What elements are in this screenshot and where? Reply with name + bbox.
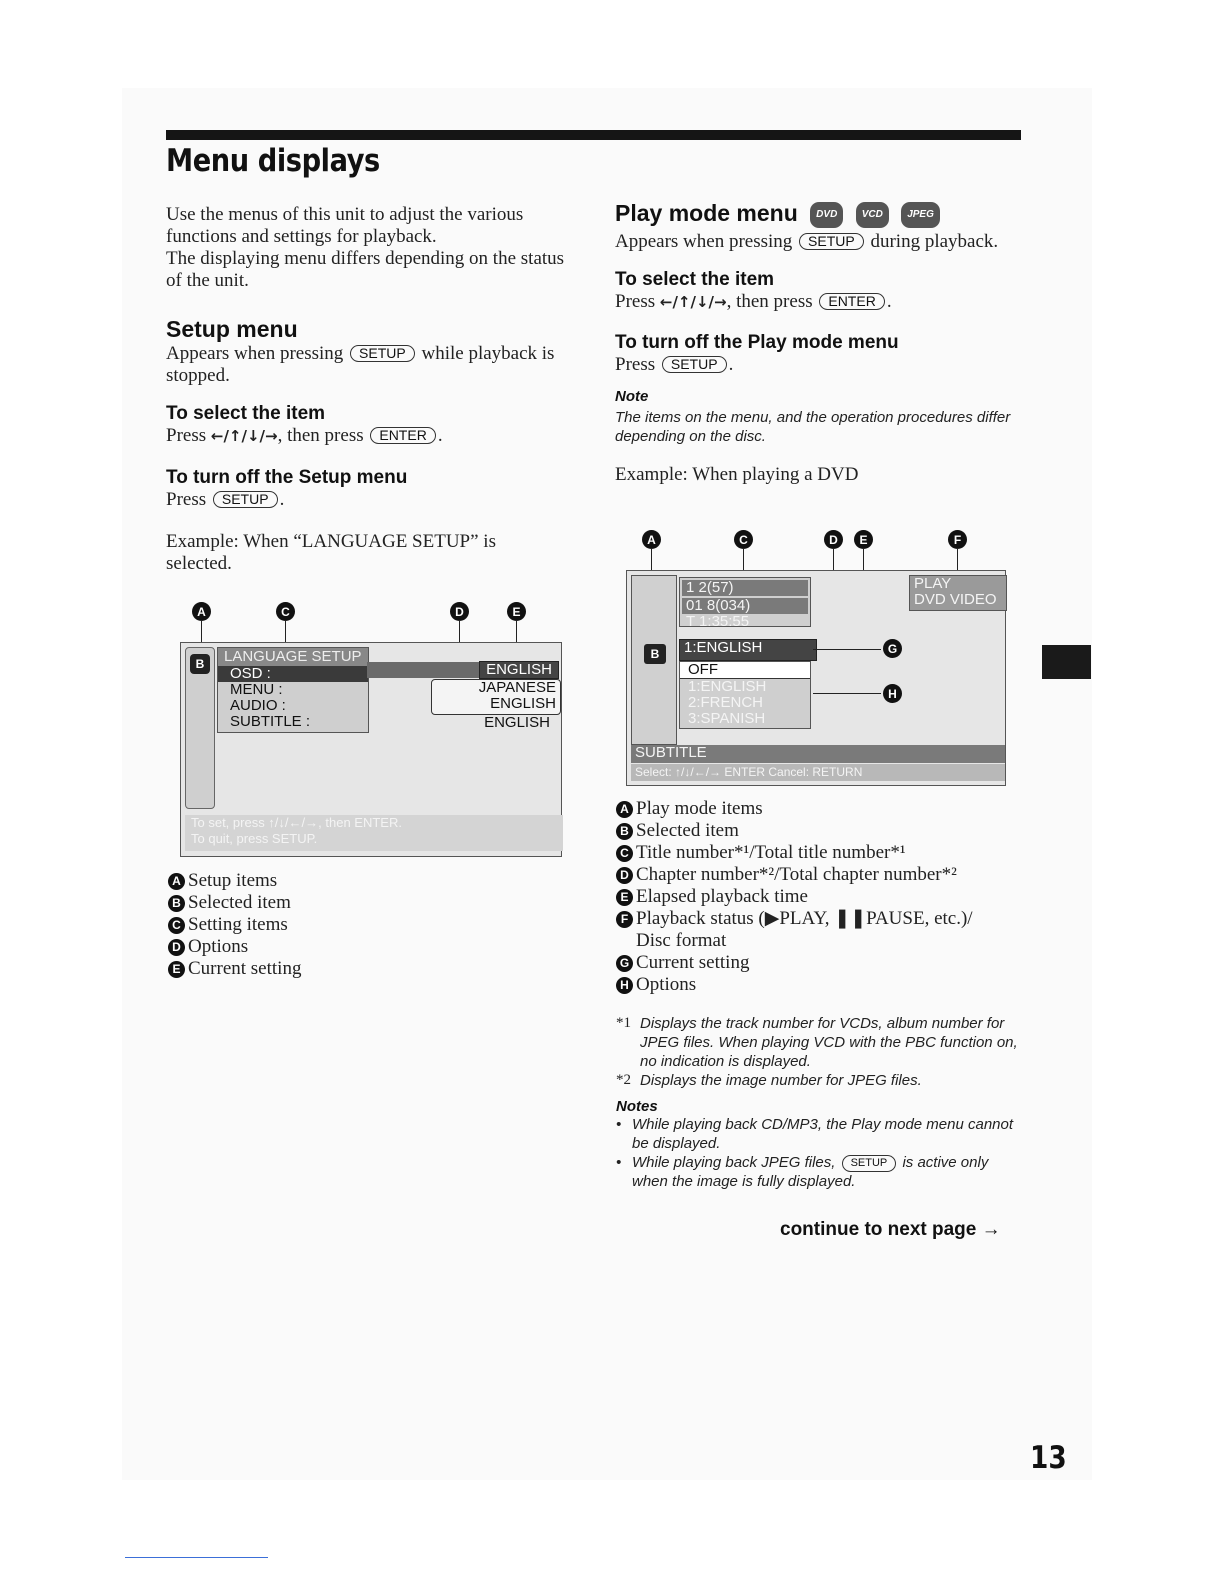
- legend-item: [168, 914, 301, 936]
- status-format: DVD VIDEO: [914, 591, 997, 608]
- callout-e: E: [507, 602, 526, 621]
- note-post: is active only when the image is fully displayed.: [632, 1154, 989, 1190]
- divider-line: [125, 1557, 268, 1558]
- marker-a: A: [616, 801, 633, 818]
- press-label: Press: [166, 425, 207, 446]
- setup-menu-figure: [180, 598, 562, 862]
- play-appears-post: during playback.: [870, 231, 999, 252]
- subtitle-bar: SUBTITLE: [631, 745, 1005, 763]
- legend-item: [616, 864, 973, 886]
- note-item: [616, 1115, 1024, 1153]
- marker-a: A: [168, 873, 185, 890]
- legend-text: Current setting: [188, 958, 302, 979]
- notes-heading: Notes: [616, 1098, 658, 1115]
- page-number: 13: [1030, 1440, 1067, 1476]
- play-mode-figure: [626, 530, 1006, 788]
- subtitle-item[interactable]: SUBTITLE :: [230, 713, 311, 730]
- callout-d: D: [450, 602, 469, 621]
- help-quit: To quit, press SETUP.: [191, 831, 318, 846]
- play-off-instruction: Press SETUP .: [615, 354, 734, 375]
- footnote-mark: *2: [616, 1072, 631, 1088]
- marker-d: D: [616, 867, 633, 884]
- current-setting: ENGLISH: [479, 661, 559, 679]
- bullet: •: [616, 1154, 622, 1171]
- osd-item[interactable]: OSD :: [218, 666, 368, 682]
- callout-f: F: [948, 530, 967, 549]
- callout-c: C: [276, 602, 295, 621]
- play-select-heading: To select the item: [615, 269, 775, 290]
- enter-key: ENTER: [819, 293, 884, 310]
- legend-item: [616, 842, 973, 864]
- play-mode-title: Play mode menu: [615, 200, 798, 226]
- legend-text: Options: [636, 974, 697, 995]
- press-label: Press: [615, 354, 656, 375]
- selected-item-b: B: [644, 644, 666, 664]
- playback-status: [909, 575, 1007, 611]
- play-mode-section: [615, 202, 1025, 486]
- setup-key: SETUP: [799, 233, 864, 250]
- play-legend: [616, 798, 973, 996]
- marker-e: E: [168, 961, 185, 978]
- note-pre: While playing back JPEG files,: [632, 1154, 836, 1171]
- menu-item[interactable]: MENU :: [230, 681, 283, 698]
- play-mode-screen: [626, 570, 1006, 786]
- jpeg-badge-icon: JPEG: [901, 202, 940, 228]
- legend-item: [168, 870, 301, 892]
- legend-text: Play mode items: [636, 798, 763, 819]
- callout-e: E: [854, 530, 873, 549]
- press-label: Press: [615, 291, 656, 312]
- legend-text: Setting items: [188, 914, 288, 935]
- play-off-heading: To turn off the Play mode menu: [615, 332, 899, 353]
- legend-item: [168, 958, 301, 980]
- vcd-badge-icon: VCD: [856, 202, 889, 228]
- elapsed-time: T 1:35:55: [686, 613, 750, 630]
- footnote-mark: *1: [616, 1015, 631, 1031]
- legend-item: [616, 930, 973, 952]
- setup-items-column: [185, 647, 215, 809]
- footnote-text: Displays the track number for VCDs, album number for JPEG files. When playing VCD with the PBC function on, no indication is displayed.: [640, 1015, 1018, 1070]
- help-bar: [185, 815, 563, 851]
- note-heading: Note: [615, 388, 649, 405]
- callout-a: A: [642, 530, 661, 549]
- then-press-label: , then press: [726, 291, 813, 312]
- leader-line: [813, 649, 881, 650]
- play-appears: [615, 231, 1025, 253]
- legend-item: [616, 798, 973, 820]
- setup-appears-pre: Appears when pressing: [166, 343, 344, 364]
- language-setup-header: LANGUAGE SETUP: [218, 648, 368, 666]
- play-items-column: [631, 575, 677, 745]
- callout-a: A: [192, 602, 211, 621]
- then-press-label: , then press: [277, 425, 364, 446]
- section-thumb-tab: [1042, 645, 1091, 679]
- title-number: 1 2(57): [682, 580, 808, 596]
- intro-text: Use the menus of this unit to adjust the various functions and settings for playback.: [166, 204, 524, 247]
- legend-item: [616, 974, 973, 996]
- option-spanish[interactable]: 3:SPANISH: [688, 710, 766, 727]
- press-label: Press: [166, 489, 207, 510]
- callout-d: D: [824, 530, 843, 549]
- play-example: Example: When playing a DVD: [615, 464, 859, 485]
- note-item-text: While playing back CD/MP3, the Play mode menu cannot be displayed.: [632, 1116, 1014, 1152]
- title-rule: [166, 130, 1021, 140]
- intro: [166, 204, 566, 292]
- marker-d: D: [168, 939, 185, 956]
- bullet: •: [616, 1116, 622, 1133]
- marker-b: B: [616, 823, 633, 840]
- setup-key: SETUP: [213, 491, 278, 508]
- note-text: The items on the menu, and the operation procedures differ depending on the disc.: [615, 409, 1011, 445]
- setup-menu-section: [166, 318, 566, 575]
- setup-screen: [180, 642, 562, 857]
- audio-item[interactable]: AUDIO :: [230, 697, 286, 714]
- play-mode-heading: [615, 202, 1025, 228]
- arrow-keys-icon: ←/↑/↓/→: [210, 427, 278, 445]
- subtitle-setting: ENGLISH: [484, 715, 550, 729]
- legend-text: Selected item: [188, 892, 291, 913]
- marker-b: B: [168, 895, 185, 912]
- arrow-keys-icon: ←/↑/↓/→: [659, 293, 727, 311]
- legend-item: [616, 908, 973, 930]
- leader-line: [813, 693, 881, 694]
- play-select-instruction: Press ←/↑/↓/→, then press ENTER .: [615, 291, 892, 312]
- footnote-text: Displays the image number for JPEG files.: [640, 1072, 922, 1089]
- setup-select-heading: To select the item: [166, 403, 326, 424]
- footnotes: [616, 1014, 1024, 1191]
- note-item: [616, 1153, 1024, 1191]
- status-play: PLAY: [914, 575, 952, 592]
- legend-item: [616, 952, 973, 974]
- marker-g: G: [616, 955, 633, 972]
- callout-c: C: [734, 530, 753, 549]
- legend-text: Elapsed playback time: [636, 886, 808, 907]
- legend-item: [616, 820, 973, 842]
- footnote-1: [616, 1014, 1024, 1071]
- option-english[interactable]: 1:ENGLISH: [688, 678, 767, 695]
- option-off[interactable]: OFF: [680, 662, 810, 679]
- setting-items-box: [217, 647, 369, 733]
- setup-example: Example: When “LANGUAGE SETUP” is selected.: [166, 531, 496, 574]
- help-set: To set, press ↑/↓/←/→, then ENTER.: [191, 815, 402, 830]
- legend-text: Current setting: [636, 952, 750, 973]
- enter-key: ENTER: [370, 427, 435, 444]
- intro-text-2: The displaying menu differs depending on the status of the unit.: [166, 248, 565, 291]
- legend-item: [616, 886, 973, 908]
- marker-c: C: [168, 917, 185, 934]
- option-french[interactable]: 2:FRENCH: [688, 694, 764, 711]
- note-item-text: [632, 1153, 1024, 1191]
- setup-off-heading: To turn off the Setup menu: [166, 467, 408, 488]
- setup-key: SETUP: [662, 356, 727, 373]
- current-subtitle-setting: 1:ENGLISH: [679, 639, 817, 661]
- subtitle-options-box: [679, 661, 811, 729]
- chapter-number: 01 8(034): [682, 598, 808, 614]
- setup-menu-heading: Setup menu: [166, 316, 298, 342]
- legend-text: Selected item: [636, 820, 739, 841]
- marker-f: F: [616, 911, 633, 928]
- setup-appears-post: while playback is stopped.: [166, 343, 555, 386]
- selected-item-b: B: [190, 654, 210, 674]
- options-box: [431, 679, 561, 715]
- legend-item: [168, 892, 301, 914]
- marker-h: H: [616, 977, 633, 994]
- legend-text: Disc format: [636, 930, 727, 951]
- callout-h: H: [883, 684, 902, 703]
- page-title: Menu displays: [166, 143, 380, 179]
- legend-text: Playback status (▶PLAY, ❚❚PAUSE, etc.)/: [636, 908, 973, 929]
- setup-off-instruction: Press SETUP .: [166, 489, 285, 510]
- legend-text: Setup items: [188, 870, 278, 891]
- legend-text: Options: [188, 936, 249, 957]
- footnote-2: [616, 1071, 1024, 1090]
- marker-e: E: [616, 889, 633, 906]
- dvd-badge-icon: DVD: [810, 202, 843, 228]
- continue-next-page: continue to next page →: [780, 1219, 1001, 1240]
- setup-legend: [168, 870, 301, 980]
- legend-text: Title number*¹/Total title number*¹: [636, 842, 906, 863]
- option-english[interactable]: ENGLISH: [490, 695, 556, 712]
- callout-g: G: [883, 639, 902, 658]
- setup-key: SETUP: [350, 345, 415, 362]
- setup-select-instruction: Press ←/↑/↓/→, then press ENTER .: [166, 425, 443, 446]
- legend-item: [168, 936, 301, 958]
- option-japanese[interactable]: JAPANESE: [478, 679, 556, 696]
- operation-hint-bar: Select: ↑/↓/←/→ ENTER Cancel: RETURN: [631, 764, 1005, 781]
- marker-c: C: [616, 845, 633, 862]
- title-chapter-time-box: [679, 577, 811, 630]
- setup-key: SETUP: [842, 1155, 897, 1172]
- setup-appears: [166, 343, 566, 387]
- play-appears-pre: Appears when pressing: [615, 231, 793, 252]
- legend-text: Chapter number*²/Total chapter number*²: [636, 864, 957, 885]
